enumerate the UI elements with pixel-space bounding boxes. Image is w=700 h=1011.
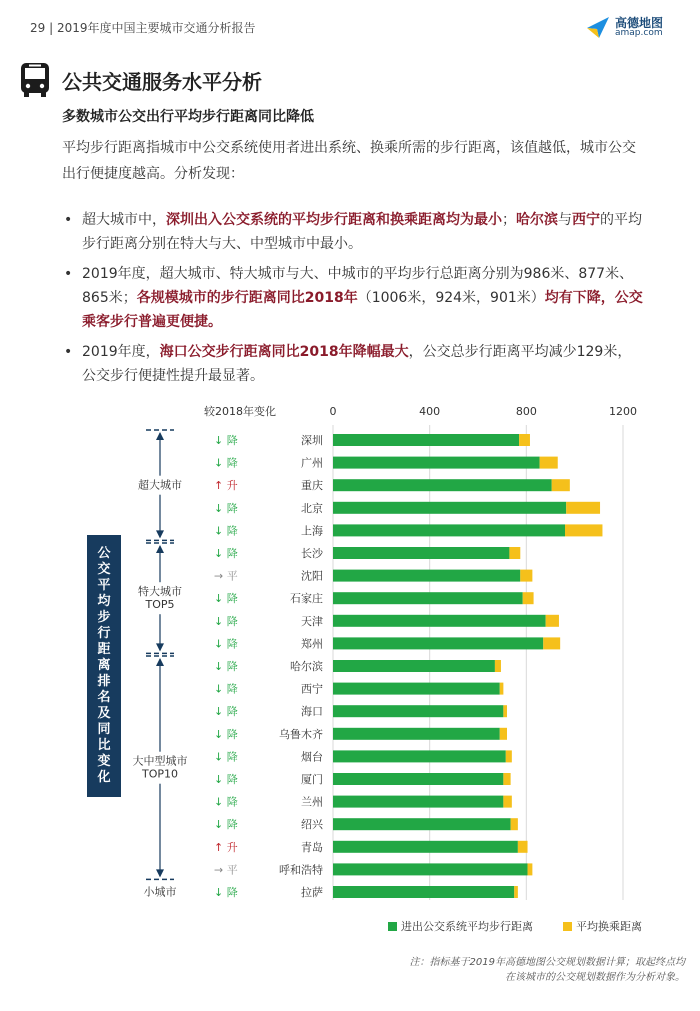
transfer-distance-bar xyxy=(519,434,530,446)
transfer-distance-bar xyxy=(540,457,558,469)
legend-label: 平均换乘距离 xyxy=(576,920,642,933)
transfer-distance-bar xyxy=(500,728,507,740)
bullet-text: （1006米，924米，901米） xyxy=(357,290,545,306)
arrow-down-icon xyxy=(156,869,164,877)
change-indicator: ↓ 降 xyxy=(214,637,238,651)
change-indicator: ↓ 降 xyxy=(214,614,238,628)
section-subtitle: 多数城市公交出行平均步行距离同比降低 xyxy=(62,109,314,125)
transfer-distance-bar xyxy=(503,705,507,717)
city-label: 郑州 xyxy=(301,637,323,651)
arrow-up-icon xyxy=(156,658,164,666)
highlight-text: 海口公交步行距离同比2018年降幅最大 xyxy=(159,344,409,360)
walk-distance-bar xyxy=(333,570,520,582)
city-label: 沈阳 xyxy=(301,569,323,583)
logo-subtext: amap.com xyxy=(615,28,663,38)
highlight-text: 深圳出入公交系统的平均步行距离和换乘距离均为最小 xyxy=(166,212,502,228)
change-column-header: 较2018年变化 xyxy=(204,405,276,418)
change-indicator: ↓ 降 xyxy=(214,886,238,899)
transfer-distance-bar xyxy=(565,524,602,536)
page-number-title: 29 | 2019年度中国主要城市交通分析报告 xyxy=(30,21,256,35)
city-label: 乌鲁木齐 xyxy=(279,727,323,741)
highlight-text: 西宁 xyxy=(572,212,600,228)
change-indicator: ↑ 升 xyxy=(214,840,238,854)
walk-distance-bar xyxy=(333,637,543,649)
city-label: 海口 xyxy=(301,705,323,719)
walk-distance-bar xyxy=(333,660,495,672)
transfer-distance-bar xyxy=(543,637,560,649)
change-indicator: ↓ 降 xyxy=(214,795,238,809)
bullet-text: 的平均步行距离分别在特大与大、中型城市中最小。 xyxy=(82,212,642,252)
city-label: 厦门 xyxy=(301,773,323,786)
walk-distance-bar xyxy=(333,683,500,695)
bus-icon xyxy=(20,62,50,98)
city-label: 哈尔滨 xyxy=(290,660,323,673)
change-indicator: → 平 xyxy=(214,569,238,583)
page-header xyxy=(0,0,700,50)
walk-distance-bar xyxy=(333,886,514,898)
x-tick-label: 1200 xyxy=(609,405,637,418)
city-label: 深圳 xyxy=(301,434,323,447)
change-indicator: ↓ 降 xyxy=(214,727,238,741)
group-label: 大中型城市 TOP10 xyxy=(132,754,188,781)
walk-distance-bar xyxy=(333,457,540,469)
walk-distance-bar xyxy=(333,524,565,536)
city-label: 绍兴 xyxy=(301,818,323,832)
city-label: 石家庄 xyxy=(290,592,323,606)
change-indicator: ↓ 降 xyxy=(214,592,238,606)
walk-distance-bar xyxy=(333,705,503,717)
x-tick-label: 0 xyxy=(329,405,337,418)
legend-label: 进出公交系统平均步行距离 xyxy=(401,920,533,933)
change-indicator: → 平 xyxy=(214,863,238,877)
bullet-text: 2019年度，超大城市、特大城市与大、中城市的平均步行总距离分别为986米、877米、865米； xyxy=(82,266,634,306)
change-indicator: ↓ 降 xyxy=(214,750,238,764)
arrow-up-icon xyxy=(156,545,164,553)
change-indicator: ↑ 升 xyxy=(214,479,238,493)
walk-distance-bar xyxy=(333,592,523,604)
finding-bullets xyxy=(62,208,644,388)
change-indicator: ↓ 降 xyxy=(214,705,238,719)
amap-logo xyxy=(585,12,685,42)
transfer-distance-bar xyxy=(503,773,510,785)
finding-bullet xyxy=(62,262,644,334)
transfer-distance-bar xyxy=(546,615,559,627)
highlight-text: 均有下降，公交乘客步行普遍更便捷。 xyxy=(82,290,643,330)
highlight-text: 各规模城市的步行距离同比2018年 xyxy=(136,290,358,306)
walk-distance-bar xyxy=(333,773,503,785)
city-label: 北京 xyxy=(301,501,323,515)
amap-logo-icon xyxy=(585,14,611,40)
city-label: 烟台 xyxy=(301,750,323,764)
walk-distance-bar xyxy=(333,615,546,627)
transfer-distance-bar xyxy=(528,863,533,875)
city-label: 兰州 xyxy=(301,795,323,809)
change-indicator: ↓ 降 xyxy=(214,818,238,832)
transfer-distance-bar xyxy=(500,683,504,695)
finding-bullet xyxy=(62,340,644,388)
city-label: 天津 xyxy=(301,614,323,628)
transfer-distance-bar xyxy=(503,796,511,808)
group-label: 特大城市 TOP5 xyxy=(138,585,182,612)
city-label: 拉萨 xyxy=(301,886,323,899)
side-label: 公交平均步行距离排名及同比变化 xyxy=(97,546,111,785)
walk-distance-bar xyxy=(333,841,518,853)
bullet-text: ； xyxy=(502,212,516,228)
finding-bullet xyxy=(62,208,644,256)
intro-paragraph: 平均步行距离指城市中公交系统使用者进出系统、换乘所需的步行距离，该值越低，城市公交出行便捷度越高。分析发现： xyxy=(62,140,636,182)
transfer-distance-bar xyxy=(509,547,520,559)
change-indicator: ↓ 降 xyxy=(214,682,238,696)
transfer-distance-bar xyxy=(495,660,501,672)
highlight-text: 哈尔滨 xyxy=(516,212,558,228)
city-label: 重庆 xyxy=(301,479,323,493)
change-indicator: ↓ 降 xyxy=(214,547,238,560)
transfer-distance-bar xyxy=(514,886,518,898)
arrow-up-icon xyxy=(156,432,164,440)
walk-distance-bar xyxy=(333,728,500,740)
walk-distance-bar xyxy=(333,502,566,514)
walk-distance-bar xyxy=(333,863,528,875)
walk-distance-bar xyxy=(333,479,552,491)
section-title: 公共交通服务水平分析 xyxy=(62,70,262,94)
city-label: 西宁 xyxy=(301,682,323,696)
footnote: 注：指标基于2019年高德地图公交规划数据计算；取起终点均在该城市的公交规划数据作为分析对象。 xyxy=(409,957,685,983)
transfer-distance-bar xyxy=(506,750,512,762)
walk-distance-bar xyxy=(333,818,511,830)
city-label: 呼和浩特 xyxy=(279,863,323,877)
walk-distance-bar xyxy=(333,796,503,808)
city-label: 长沙 xyxy=(301,547,323,560)
walk-distance-bar xyxy=(333,434,519,446)
walking-distance-chart xyxy=(0,395,700,955)
arrow-down-icon xyxy=(156,643,164,651)
arrow-down-icon xyxy=(156,530,164,538)
transfer-distance-bar xyxy=(566,502,600,514)
bullet-text: 超大城市中， xyxy=(82,212,166,228)
city-label: 广州 xyxy=(301,456,323,470)
transfer-distance-bar xyxy=(520,570,532,582)
legend-swatch xyxy=(563,922,572,931)
bullet-text: ，公交总步行距离平均减少129米，公交步行便捷性提升最显著。 xyxy=(82,344,632,384)
walk-distance-bar xyxy=(333,750,506,762)
city-label: 上海 xyxy=(301,524,323,538)
x-tick-label: 800 xyxy=(515,405,537,418)
bullet-text: 与 xyxy=(558,212,572,228)
transfer-distance-bar xyxy=(518,841,528,853)
group-label: 超大城市 xyxy=(138,478,182,492)
change-indicator: ↓ 降 xyxy=(214,434,238,447)
change-indicator: ↓ 降 xyxy=(214,660,238,673)
x-tick-label: 400 xyxy=(419,405,441,418)
logo-text: 高德地图 xyxy=(615,16,664,30)
change-indicator: ↓ 降 xyxy=(214,501,238,515)
change-indicator: ↓ 降 xyxy=(214,456,238,470)
walk-distance-bar xyxy=(333,547,509,559)
legend-swatch xyxy=(388,922,397,931)
change-indicator: ↓ 降 xyxy=(214,773,238,786)
transfer-distance-bar xyxy=(552,479,570,491)
transfer-distance-bar xyxy=(511,818,518,830)
group-label: 小城市 xyxy=(143,885,177,899)
transfer-distance-bar xyxy=(523,592,534,604)
bullet-text: 2019年度， xyxy=(82,344,160,360)
city-label: 青岛 xyxy=(301,840,323,854)
change-indicator: ↓ 降 xyxy=(214,524,238,538)
